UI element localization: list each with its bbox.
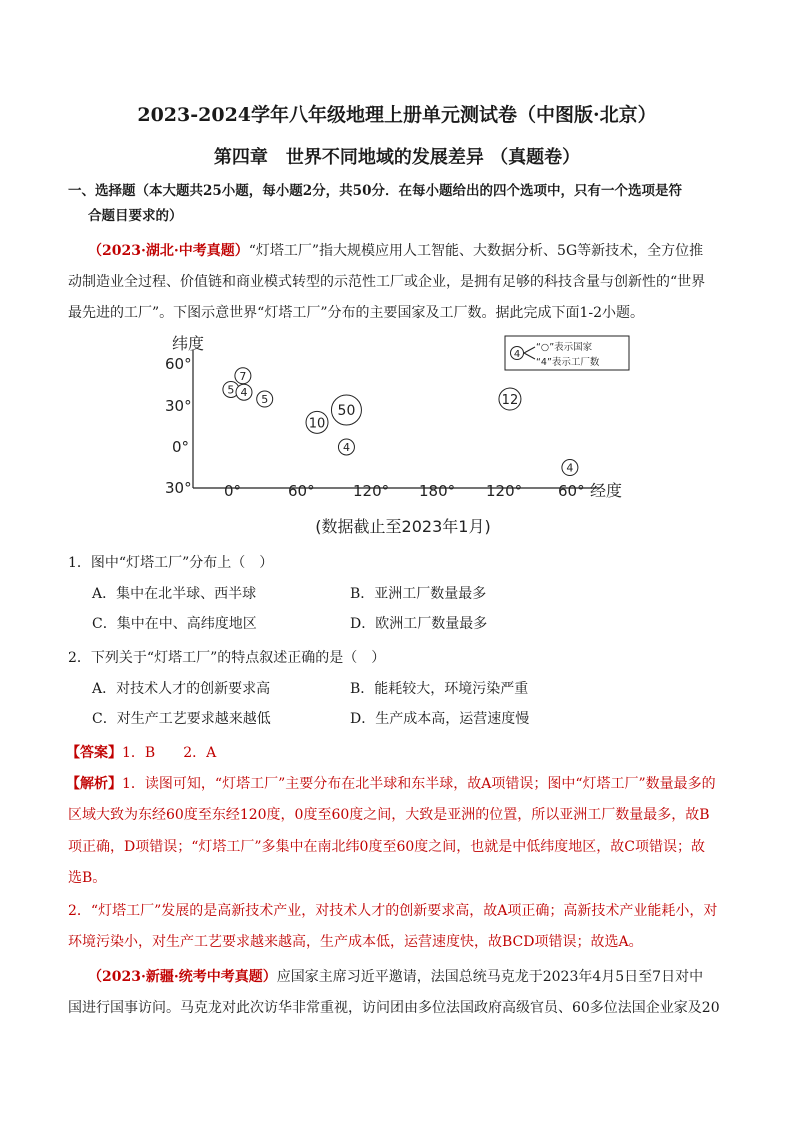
passage1-line2: 动制造业全过程、价值链和商业模式转型的示范性工厂或企业，是拥有足够的科技含量与创新性的“世界	[68, 274, 706, 290]
q2-option-c[interactable]: C．对生产工艺要求越来越低	[92, 711, 271, 727]
q1-option-d[interactable]: D．欧洲工厂数量最多	[350, 616, 488, 632]
x-tick: 180°	[419, 482, 456, 500]
q2-option-a[interactable]: A．对技术人才的创新要求高	[92, 681, 271, 697]
q2-stem: 2．下列关于“灯塔工厂”的特点叙述正确的是（ ）	[68, 650, 386, 666]
passage2-line2: 国进行国事访问。马克龙对此次访华非常重视，访问团由多位法国政府高级官员、60多位法国企业家及20	[68, 1000, 720, 1016]
legend-sample-value: 4	[513, 349, 521, 360]
factory-count-label: 10	[308, 416, 326, 432]
passage1-line3: 最先进的工厂”。下图示意世界“灯塔工厂”分布的主要国家及工厂数。据此完成下面1-2小题。	[68, 305, 645, 321]
y-axis-label: 纬度	[172, 334, 205, 353]
q1-option-b[interactable]: B．亚洲工厂数量最多	[350, 586, 487, 602]
factory-count-label: 4	[566, 461, 574, 475]
analysis-line5: 2．“灯塔工厂”发展的是高新技术产业，对技术人才的创新要求高，故A项正确；高新技术产业能耗小，对	[68, 903, 718, 919]
passage1-source: （2023·湖北·中考真题）	[88, 243, 249, 259]
factory-count-label: 5	[261, 393, 269, 407]
passage2-line1: （2023·新疆·统考中考真题）应国家主席习近平邀请，法国总统马克龙于2023年4月5日至7日对中	[88, 969, 704, 985]
factory-count-label: 50	[337, 403, 356, 420]
section-heading-line2: 合题目要求的）	[88, 208, 183, 224]
answer-line	[66, 742, 216, 762]
q1-option-a[interactable]: A．集中在北半球、西半球	[92, 586, 257, 602]
page-subtitle: 第四章 世界不同地域的发展差异 （真题卷）	[213, 147, 581, 168]
y-tick: 30°	[165, 397, 192, 415]
x-tick: 60°	[288, 482, 315, 500]
analysis-line4: 选B。	[68, 870, 107, 886]
passage2-source: （2023·新疆·统考中考真题）	[88, 969, 277, 985]
q2-option-d[interactable]: D．生产成本高，运营速度慢	[350, 711, 530, 727]
x-axis-label: 经度	[590, 481, 623, 500]
analysis-line6: 环境污染小，对生产工艺要求越来越高，生产成本低，运营速度快，故BCD项错误；故选A。	[68, 934, 643, 950]
y-tick: 30°	[165, 479, 192, 497]
section-heading-line1: 一、选择题（本大题共25小题，每小题2分，共50分．在每小题给出的四个选项中，只有一个选项是符	[68, 183, 682, 199]
analysis-label: 【解析】	[66, 776, 122, 792]
page-title: 2023-2024学年八年级地理上册单元测试卷（中图版·北京）	[137, 104, 657, 126]
lighthouse-factory-chart	[150, 328, 650, 543]
q1-stem: 1．图中“灯塔工厂”分布上（ ）	[68, 555, 274, 571]
analysis-line1: 【解析】1．读图可知，“灯塔工厂”主要分布在北半球和东半球，故A项错误；图中“灯塔工厂”数量最多的	[66, 776, 716, 792]
factory-count-label: 12	[501, 393, 519, 409]
factory-count-label: 4	[240, 386, 248, 400]
chart-caption: (数据截止至2023年1月)	[315, 517, 491, 536]
factory-count-label: 5	[227, 383, 235, 397]
passage1-line1: （2023·湖北·中考真题）“灯塔工厂”指大规模应用人工智能、大数据分析、5G等新技术，全方位推	[88, 243, 704, 259]
x-tick: 60°	[558, 482, 585, 500]
y-tick: 0°	[172, 438, 190, 456]
x-tick: 0°	[224, 482, 242, 500]
analysis-line3: 项正确，D项错误；“灯塔工厂”多集中在南北纬0度至60度之间，也就是中低纬度地区，故C项错误；故	[68, 839, 705, 855]
legend-line1: “○”表示国家	[536, 342, 593, 353]
x-tick: 120°	[486, 482, 523, 500]
answer-label: 【答案】	[66, 745, 122, 761]
answer-text: 1．B 2．A	[122, 745, 217, 761]
factory-count-label: 4	[342, 441, 350, 454]
q1-option-c[interactable]: C．集中在中、高纬度地区	[92, 616, 257, 632]
chart-legend	[505, 336, 629, 370]
analysis-line2: 区域大致为东经60度至东经120度，0度至60度之间，大致是亚洲的位置，所以亚洲工厂数量最多，故B	[68, 807, 710, 823]
y-tick: 60°	[165, 355, 192, 373]
legend-line2: “4”表示工厂数	[536, 357, 600, 368]
q2-option-b[interactable]: B．能耗较大，环境污染严重	[350, 681, 529, 697]
factory-count-label: 7	[239, 369, 247, 383]
x-tick: 120°	[353, 482, 390, 500]
